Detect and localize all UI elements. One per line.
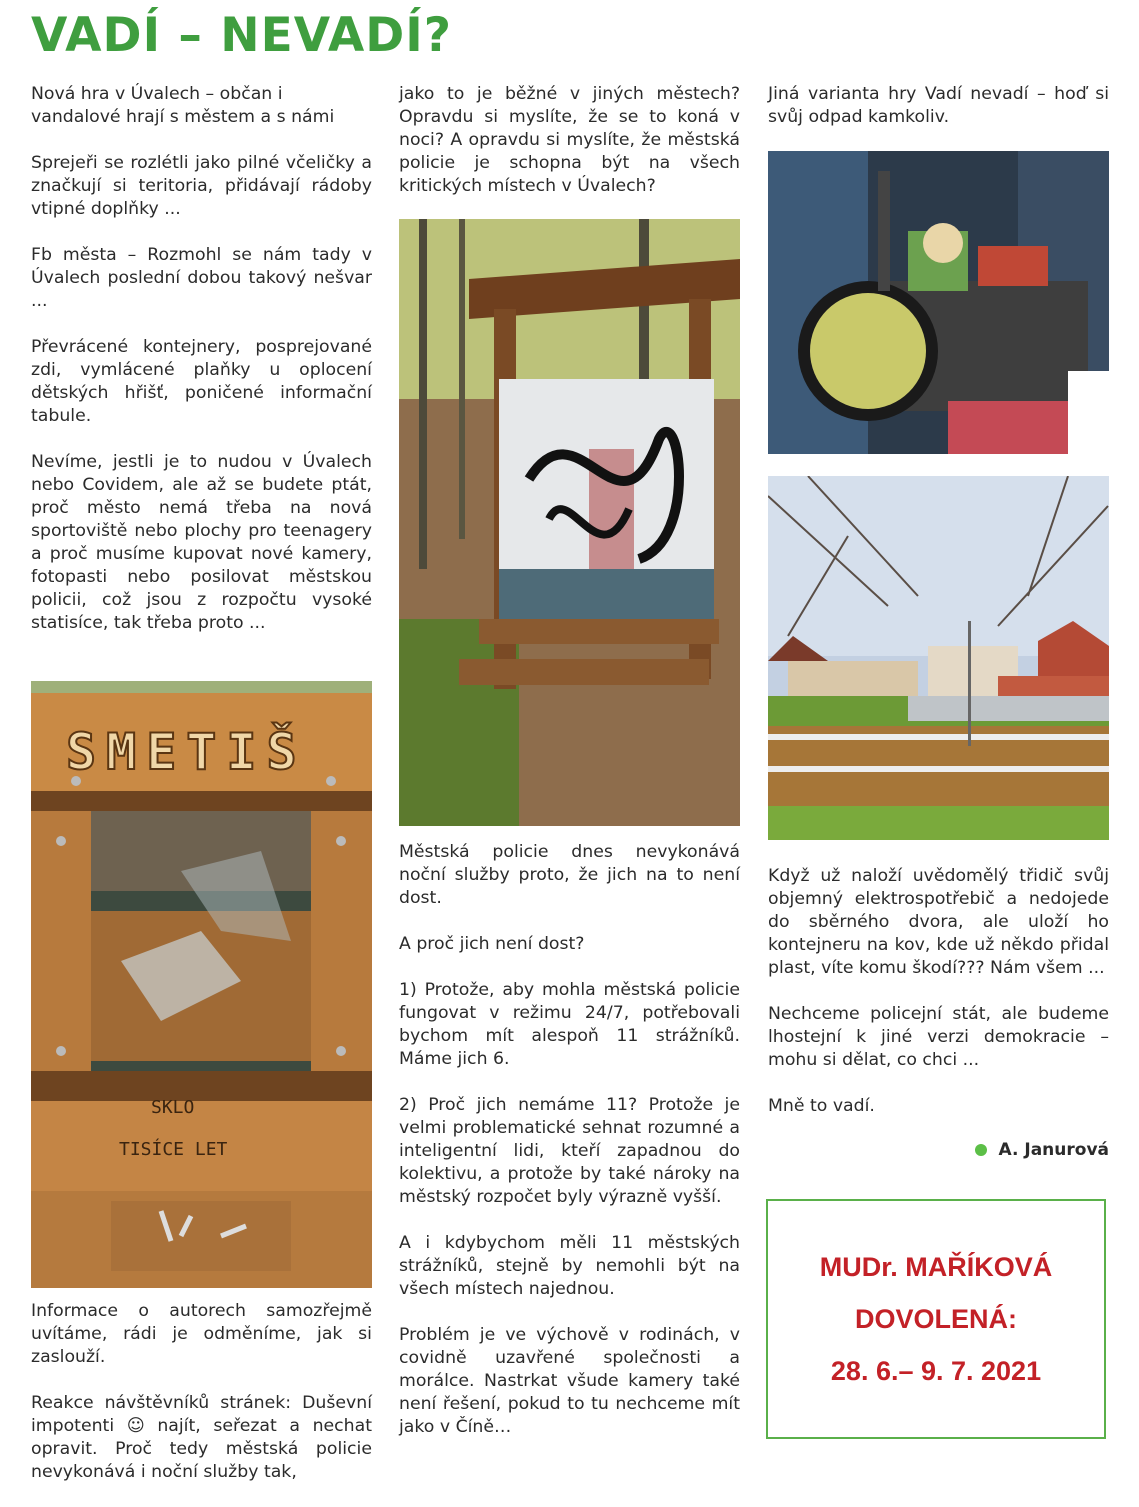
author-name: A. Janurová bbox=[998, 1140, 1109, 1160]
paragraph: Mně to vadí. bbox=[768, 1096, 875, 1116]
photo-bench-sign bbox=[31, 681, 372, 1288]
paragraph: 2) Proč jich nemáme 11? Protože je velmi problematické sehnat rozumné a inteligentní lidi, kteří zapadnou do kolektivu, a protože by také nároky na městský rozpočet byly výrazně vyšší. bbox=[399, 1095, 740, 1207]
sign-word-text: SMETIŠ bbox=[66, 723, 307, 781]
author-signature bbox=[768, 1140, 1109, 1160]
column-3-top bbox=[768, 83, 1109, 152]
paragraph: Městská policie dnes nevykonává noční služby proto, že jich na to není dost. bbox=[399, 842, 740, 908]
page-title: VADÍ – NEVADÍ? bbox=[31, 8, 453, 63]
notice-line-1: MUDr. MAŘÍKOVÁ bbox=[819, 1252, 1053, 1282]
paragraph: Jiná varianta hry Vadí nevadí – hoď si svůj odpad kamkoliv. bbox=[768, 84, 1109, 127]
sign-text-1: SKLO bbox=[151, 1097, 195, 1118]
photo-broken-fence bbox=[768, 476, 1109, 840]
paragraph: Sprejeři se rozlétli jako pilné včeličky a značkují si teritoria, přidávají rádoby vtipné doplňky ... bbox=[31, 153, 372, 219]
column-3-bottom bbox=[768, 865, 1109, 1141]
paragraph: A proč jich není dost? bbox=[399, 934, 585, 954]
notice-box bbox=[766, 1199, 1106, 1439]
sign-text-2: TISÍCE LET bbox=[119, 1139, 228, 1160]
bullet-dot-icon bbox=[975, 1144, 987, 1156]
paragraph: Reakce návštěvníků stránek: Duševní impotenti ☺ najít, seřezat a nechat opravit. Proč tedy městská policie nevykonává i noční služby tak, bbox=[31, 1393, 372, 1482]
paragraph: Nová hra v Úvalech – občan i vandalové hrají s městem a s námi bbox=[31, 84, 335, 127]
photo-trash-container bbox=[768, 151, 1109, 454]
notice-line-2: DOVOLENÁ: bbox=[855, 1304, 1017, 1334]
paragraph: Převrácené kontejnery, posprejované zdi, vymlácené plaňky u oplocení dětských hřišť, poničené informační tabule. bbox=[31, 337, 372, 426]
column-1-top bbox=[31, 83, 372, 658]
paragraph: Nechceme policejní stát, ale budeme lhostejní k jiné verzi demokracie – mohu si dělat, co chci ... bbox=[768, 1004, 1109, 1070]
column-2-bottom bbox=[399, 841, 740, 1462]
paragraph: Problém je ve výchově v rodinách, v covidně uzavřené společnosti a morálce. Nastrkat všude kamery také není řešení, pokud to tu nechceme mít jako v Číně… bbox=[399, 1325, 740, 1437]
paragraph: jako to je běžné v jiných městech? Opravdu si myslíte, že se to koná v noci? A opravdu si myslíte, že městská policie je schopna být na všech kritických místech v Úvalech? bbox=[399, 84, 740, 196]
paragraph: Informace o autorech samozřejmě uvítáme, rádi je odměníme, jak si zaslouží. bbox=[31, 1301, 372, 1367]
paragraph: Nevíme, jestli je to nudou v Úvalech nebo Covidem, ale až se budete ptát, proč město nemá třeba na nová sportoviště nebo plochy pro teenagery a proč musíme kupovat nové kamery, fotopasti nebo posilovat městskou policii, což jsou z rozpočtu vysoké statisíce, tak třeba proto ... bbox=[31, 452, 372, 633]
photo-graffiti-board bbox=[399, 219, 740, 826]
notice-line-3: 28. 6.– 9. 7. 2021 bbox=[830, 1356, 1042, 1386]
column-1-bottom bbox=[31, 1300, 372, 1507]
paragraph: Když už naloží uvědomělý třidič svůj objemný elektrospotřebič a nedojede do sběrného dvora, ale uloží ho kontejneru na kov, kde už někdo přidal plast, víte komu škodí??? Nám všem ... bbox=[768, 866, 1109, 978]
paragraph: A i kdybychom měli 11 městských strážníků, stejně by nemohli být na všech místech najednou. bbox=[399, 1233, 740, 1299]
column-2-top bbox=[399, 83, 740, 221]
paragraph: Fb města – Rozmohl se nám tady v Úvalech poslední dobou takový nešvar ... bbox=[31, 245, 372, 311]
paragraph: 1) Protože, aby mohla městská policie fungovat v režimu 24/7, potřebovali bychom mít alespoň 11 strážníků. Máme jich 6. bbox=[399, 980, 740, 1069]
